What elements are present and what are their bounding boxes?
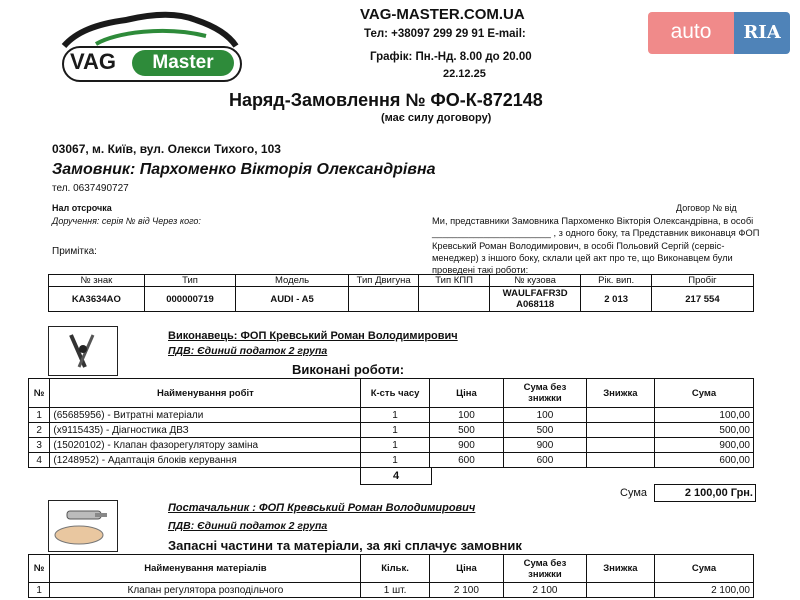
works-section-title: Виконані роботи: xyxy=(292,362,405,377)
works-header-cell: Сума xyxy=(655,379,754,408)
parts-header-cell: Ціна xyxy=(429,555,503,583)
row-number: 1 xyxy=(29,583,50,598)
total-hours-cell xyxy=(360,467,432,485)
site-url: VAG-MASTER.COM.UA xyxy=(360,6,525,23)
customer-name: Замовник: Пархоменко Вікторія Олександрівна xyxy=(52,161,436,178)
table-row xyxy=(29,453,754,468)
parts-header-cell: № xyxy=(29,555,50,583)
supplier-label: Постачальник : ФОП Кревський Роман Володимирович xyxy=(168,502,476,514)
works-header-row xyxy=(29,379,754,408)
vehicle-year: 2 013 xyxy=(581,287,652,312)
parts-thumbnail xyxy=(48,500,118,552)
work-hours: 1 xyxy=(361,423,429,438)
parts-header-cell: Знижка xyxy=(586,555,654,583)
part-sum: 2 100,00 xyxy=(655,583,754,598)
parts-section-title: Запасні частини та матеріали, за які сплачує замовник xyxy=(168,538,522,553)
vehicle-gearbox xyxy=(419,287,490,312)
works-header-cell: № xyxy=(29,379,50,408)
car-silhouette-icon xyxy=(56,6,242,50)
works-header-cell: Знижка xyxy=(586,379,654,408)
logo-master-text: Master xyxy=(132,50,234,76)
authorization-line: Доручення: серія № від Через кого: xyxy=(52,216,201,226)
work-schedule: Графік: Пн.-Нд. 8.00 до 20.00 xyxy=(370,51,532,63)
work-price: 900 xyxy=(429,438,503,453)
works-header-cell: Ціна xyxy=(429,379,503,408)
table-row xyxy=(29,408,754,423)
part-name: Клапан регулятора розподільчого xyxy=(50,583,361,598)
work-price: 600 xyxy=(429,453,503,468)
parts-header-cell: Сума xyxy=(655,555,754,583)
vehicle-table xyxy=(48,274,754,312)
autoria-auto-text: auto xyxy=(648,12,734,54)
parts-table xyxy=(28,554,754,598)
work-name: (15020102) - Клапан фазорегулятору заміна xyxy=(50,438,361,453)
part-sum-no-discount: 2 100 xyxy=(504,583,587,598)
work-name: (1248952) - Адаптація блоків керування xyxy=(50,453,361,468)
row-number: 1 xyxy=(29,408,50,423)
supplier-tax-status: ПДВ: Єдиний податок 2 група xyxy=(168,520,328,532)
customer-phone: тел. 0637490727 xyxy=(52,183,129,194)
parts-header-cell: Найменування матеріалів xyxy=(50,555,361,583)
document-title: Наряд-Замовлення № ФО-К-872148 xyxy=(229,90,543,110)
work-sum-no-discount: 600 xyxy=(504,453,587,468)
vehicle-header-row xyxy=(49,275,754,287)
autoria-ria-text: RIA xyxy=(734,12,790,54)
part-price: 2 100 xyxy=(429,583,503,598)
vehicle-engine xyxy=(348,287,419,312)
work-hours: 1 xyxy=(361,408,429,423)
work-price: 500 xyxy=(429,423,503,438)
vehicle-mileage: 217 554 xyxy=(651,287,753,312)
works-sum-value: 2 100,00 Грн. xyxy=(654,484,756,502)
vehicle-header-cell: Тип xyxy=(144,275,236,287)
contract-number: Договор № від xyxy=(676,203,737,213)
vehicle-header-cell: Тип Двигуна xyxy=(348,275,419,287)
executor-tax-status: ПДВ: Єдиний податок 2 група xyxy=(168,345,328,357)
work-sum: 100,00 xyxy=(655,408,754,423)
vehicle-header-cell: Рік. вип. xyxy=(581,275,652,287)
parts-header-row xyxy=(29,555,754,583)
work-name: (x9115435) - Діагностика ДВЗ xyxy=(50,423,361,438)
work-sum-no-discount: 100 xyxy=(504,408,587,423)
parts-header-cell: Сума без знижки xyxy=(504,555,587,583)
work-sum-no-discount: 900 xyxy=(504,438,587,453)
vehicle-model: AUDI - A5 xyxy=(236,287,349,312)
vehicle-vin: WAULFAFR3D A068118 xyxy=(489,287,581,312)
work-discount xyxy=(586,438,654,453)
autoria-watermark xyxy=(648,12,790,54)
contact-phone: Тел: +38097 299 29 91 E-mail: xyxy=(364,28,526,40)
part-quantity: 1 шт. xyxy=(361,583,429,598)
vehicle-plate: KA3634AO xyxy=(49,287,145,312)
table-row xyxy=(29,438,754,453)
agreement-paragraph: Ми, представники Замовника Пархоменко Вікторія Олександрівна, в особі _______________________ , з одного боку, та Представник виконавця ФОП Кревський Роман Володимирович, в особі Польовий Сергій (сервіс-менеджер) з іншого боку, склали цей акт про те, що Виконавцем були проведені такі роботи: xyxy=(432,216,760,276)
document-subtitle: (має силу договору) xyxy=(381,112,492,124)
works-sum-label: Сума xyxy=(620,487,648,499)
executor-label: Виконавець: ФОП Кревський Роман Володимирович xyxy=(168,330,458,342)
work-discount xyxy=(586,408,654,423)
payment-terms: Нал отсрочка xyxy=(52,203,112,213)
work-discount xyxy=(586,423,654,438)
part-discount xyxy=(586,583,654,598)
tools-thumbnail xyxy=(48,326,118,376)
row-number: 3 xyxy=(29,438,50,453)
vag-master-logo xyxy=(56,6,242,80)
spark-plug-icon xyxy=(49,501,117,551)
work-sum-no-discount: 500 xyxy=(504,423,587,438)
vehicle-header-cell: Тип КПП xyxy=(419,275,490,287)
row-number: 4 xyxy=(29,453,50,468)
vehicle-header-cell: № знак xyxy=(49,275,145,287)
table-row xyxy=(29,583,754,598)
work-sum: 500,00 xyxy=(655,423,754,438)
works-header-cell: К-сть часу xyxy=(361,379,429,408)
works-table xyxy=(28,378,754,468)
document-date: 22.12.25 xyxy=(443,68,486,80)
vehicle-header-cell: № кузова xyxy=(489,275,581,287)
work-discount xyxy=(586,453,654,468)
work-hours: 1 xyxy=(361,438,429,453)
work-sum: 600,00 xyxy=(655,453,754,468)
works-header-cell: Сума без знижки xyxy=(504,379,587,408)
work-hours: 1 xyxy=(361,453,429,468)
row-number: 2 xyxy=(29,423,50,438)
vehicle-type: 000000719 xyxy=(144,287,236,312)
total-hours: 4 xyxy=(392,470,400,482)
logo-vag-text: VAG xyxy=(70,49,117,74)
parts-header-cell: Кільк. xyxy=(361,555,429,583)
work-sum: 900,00 xyxy=(655,438,754,453)
wrench-icon xyxy=(49,327,117,375)
vehicle-header-cell: Пробіг xyxy=(651,275,753,287)
vehicle-header-cell: Модель xyxy=(236,275,349,287)
vehicle-value-row xyxy=(49,287,754,312)
service-address: 03067, м. Київ, вул. Олекси Тихого, 103 xyxy=(52,142,281,156)
work-name: (65685956) - Витратні матеріали xyxy=(50,408,361,423)
work-price: 100 xyxy=(429,408,503,423)
note-label: Примітка: xyxy=(52,246,97,257)
table-row xyxy=(29,423,754,438)
works-header-cell: Найменування робіт xyxy=(50,379,361,408)
